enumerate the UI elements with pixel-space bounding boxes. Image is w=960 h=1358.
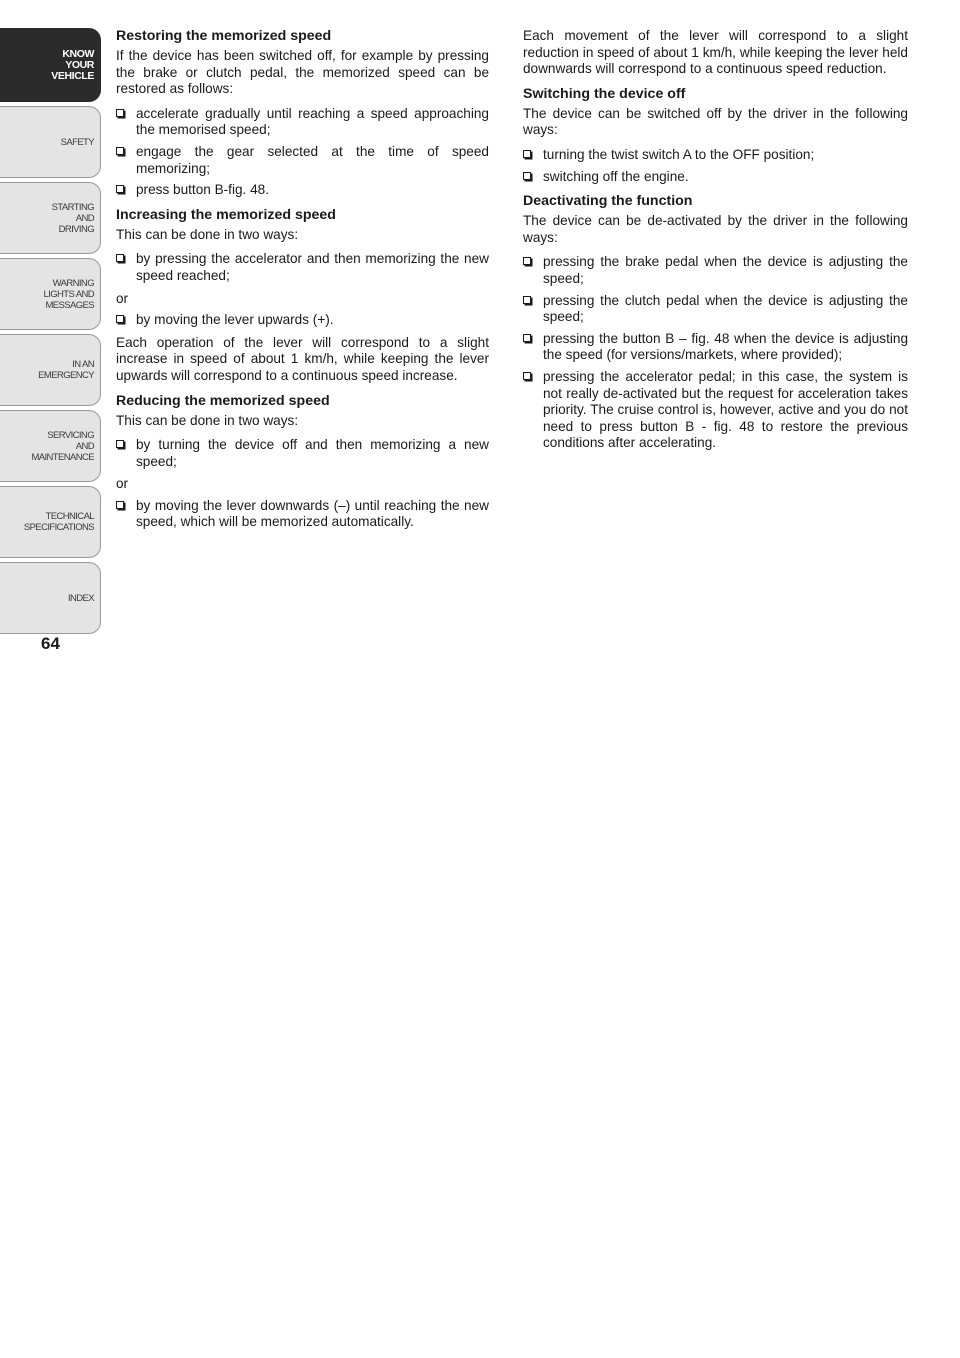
- list-item: by turning the device off and then memorizing a new speed;: [116, 437, 489, 470]
- tab-warning-lights-and-messages[interactable]: [0, 258, 101, 330]
- list-item: pressing the accelerator pedal; in this case, the system is not really de-activated but the request for acceleration takes priority. The cruise control is, however, active and you do not need to press button B - fig. 48 to restore the previous conditions after accelerating.: [523, 369, 908, 452]
- paragraph: If the device has been switched off, for example by pressing the brake or clutch pedal, the memorized speed can be restored as follows:: [116, 48, 489, 97]
- section-restoring: [116, 28, 489, 199]
- tab-label: VEHICLE: [51, 69, 94, 82]
- section-heading: Increasing the memorized speed: [116, 206, 336, 223]
- bullet-list: [523, 147, 908, 185]
- tab-label: KNOW: [62, 47, 94, 60]
- tab-label: YOUR: [65, 58, 94, 71]
- section-tabs: [0, 28, 104, 638]
- tab-label: INDEX: [67, 592, 94, 604]
- bullet-list: [116, 106, 489, 199]
- tab-label: MAINTENANCE: [31, 451, 94, 463]
- bullet-list: [116, 312, 489, 329]
- bullet-list: [523, 254, 908, 452]
- tab-starting-and-driving[interactable]: [0, 182, 101, 254]
- tab-label: AND: [75, 440, 94, 452]
- tab-label: SPECIFICATIONS: [23, 522, 94, 533]
- paragraph: The device can be de-activated by the driver in the following ways:: [523, 213, 908, 245]
- section-heading: Restoring the memorized speed: [116, 28, 332, 44]
- tab-label: STARTING: [51, 201, 94, 213]
- bullet-list: [116, 498, 489, 531]
- list-item: engage the gear selected at the time of speed memorizing;: [116, 144, 489, 177]
- bullet-list: [116, 251, 489, 284]
- list-item: switching off the engine.: [523, 169, 908, 186]
- list-item: pressing the brake pedal when the device is adjusting the speed;: [523, 254, 908, 287]
- list-item: press button B-fig. 48.: [116, 182, 489, 199]
- section-switching-off: [523, 86, 908, 185]
- paragraph: Each movement of the lever will correspond to a slight reduction in speed of about 1 km/h, while keeping the lever held downwards will correspond to a continuous speed reduction.: [523, 28, 908, 77]
- paragraph: Each operation of the lever will correspond to a slight increase in speed of about 1 km/h, while keeping the lever upwards will correspond to a continuous speed increase.: [116, 334, 489, 383]
- list-item: accelerate gradually until reaching a speed approaching the memorised speed;: [116, 106, 489, 139]
- tab-safety[interactable]: [0, 106, 101, 178]
- right-column: [523, 28, 908, 460]
- tab-label: EMERGENCY: [38, 370, 94, 381]
- paragraph: The device can be switched off by the driver in the following ways:: [523, 105, 908, 138]
- section-heading: Reducing the memorized speed: [116, 392, 330, 409]
- tab-label: SERVICING: [47, 429, 94, 441]
- tab-know-your-vehicle[interactable]: [0, 28, 101, 102]
- tab-label: WARNING: [52, 277, 94, 289]
- section-reducing: [116, 393, 489, 532]
- list-item: turning the twist switch A to the OFF position;: [523, 147, 908, 164]
- tab-index[interactable]: [0, 562, 101, 634]
- or-text: or: [116, 290, 129, 306]
- list-item: pressing the clutch pedal when the device is adjusting the speed;: [523, 293, 908, 326]
- tab-label: SAFETY: [60, 136, 94, 148]
- tab-label: TECHNICAL: [45, 511, 94, 522]
- list-item: pressing the button B – fig. 48 when the device is adjusting the speed (for versions/markets, where provided);: [523, 331, 908, 364]
- section-increasing: [116, 207, 489, 385]
- tab-label: IN AN: [72, 359, 94, 370]
- list-item: by moving the lever upwards (+).: [116, 312, 489, 329]
- tab-technical-specifications[interactable]: [0, 486, 101, 558]
- or-text: or: [116, 476, 129, 492]
- section-deactivating: [523, 193, 908, 452]
- tab-label: AND: [75, 212, 94, 224]
- paragraph: This can be done in two ways:: [116, 226, 299, 242]
- tab-in-an-emergency[interactable]: [0, 334, 101, 406]
- tab-label: MESSAGES: [45, 299, 94, 311]
- left-column: [116, 28, 489, 539]
- bullet-list: [116, 437, 489, 470]
- tab-label: LIGHTS AND: [43, 288, 94, 300]
- page-number: 64: [41, 634, 60, 653]
- tab-servicing-and-maintenance[interactable]: [0, 410, 101, 482]
- tab-label: DRIVING: [58, 223, 94, 235]
- section-heading: Deactivating the function: [523, 193, 693, 210]
- paragraph: This can be done in two ways:: [116, 412, 299, 428]
- list-item: by moving the lever downwards (–) until reaching the new speed, which will be memorized automatically.: [116, 498, 489, 531]
- list-item: by pressing the accelerator and then memorizing the new speed reached;: [116, 251, 489, 284]
- section-heading: Switching the device off: [523, 85, 686, 102]
